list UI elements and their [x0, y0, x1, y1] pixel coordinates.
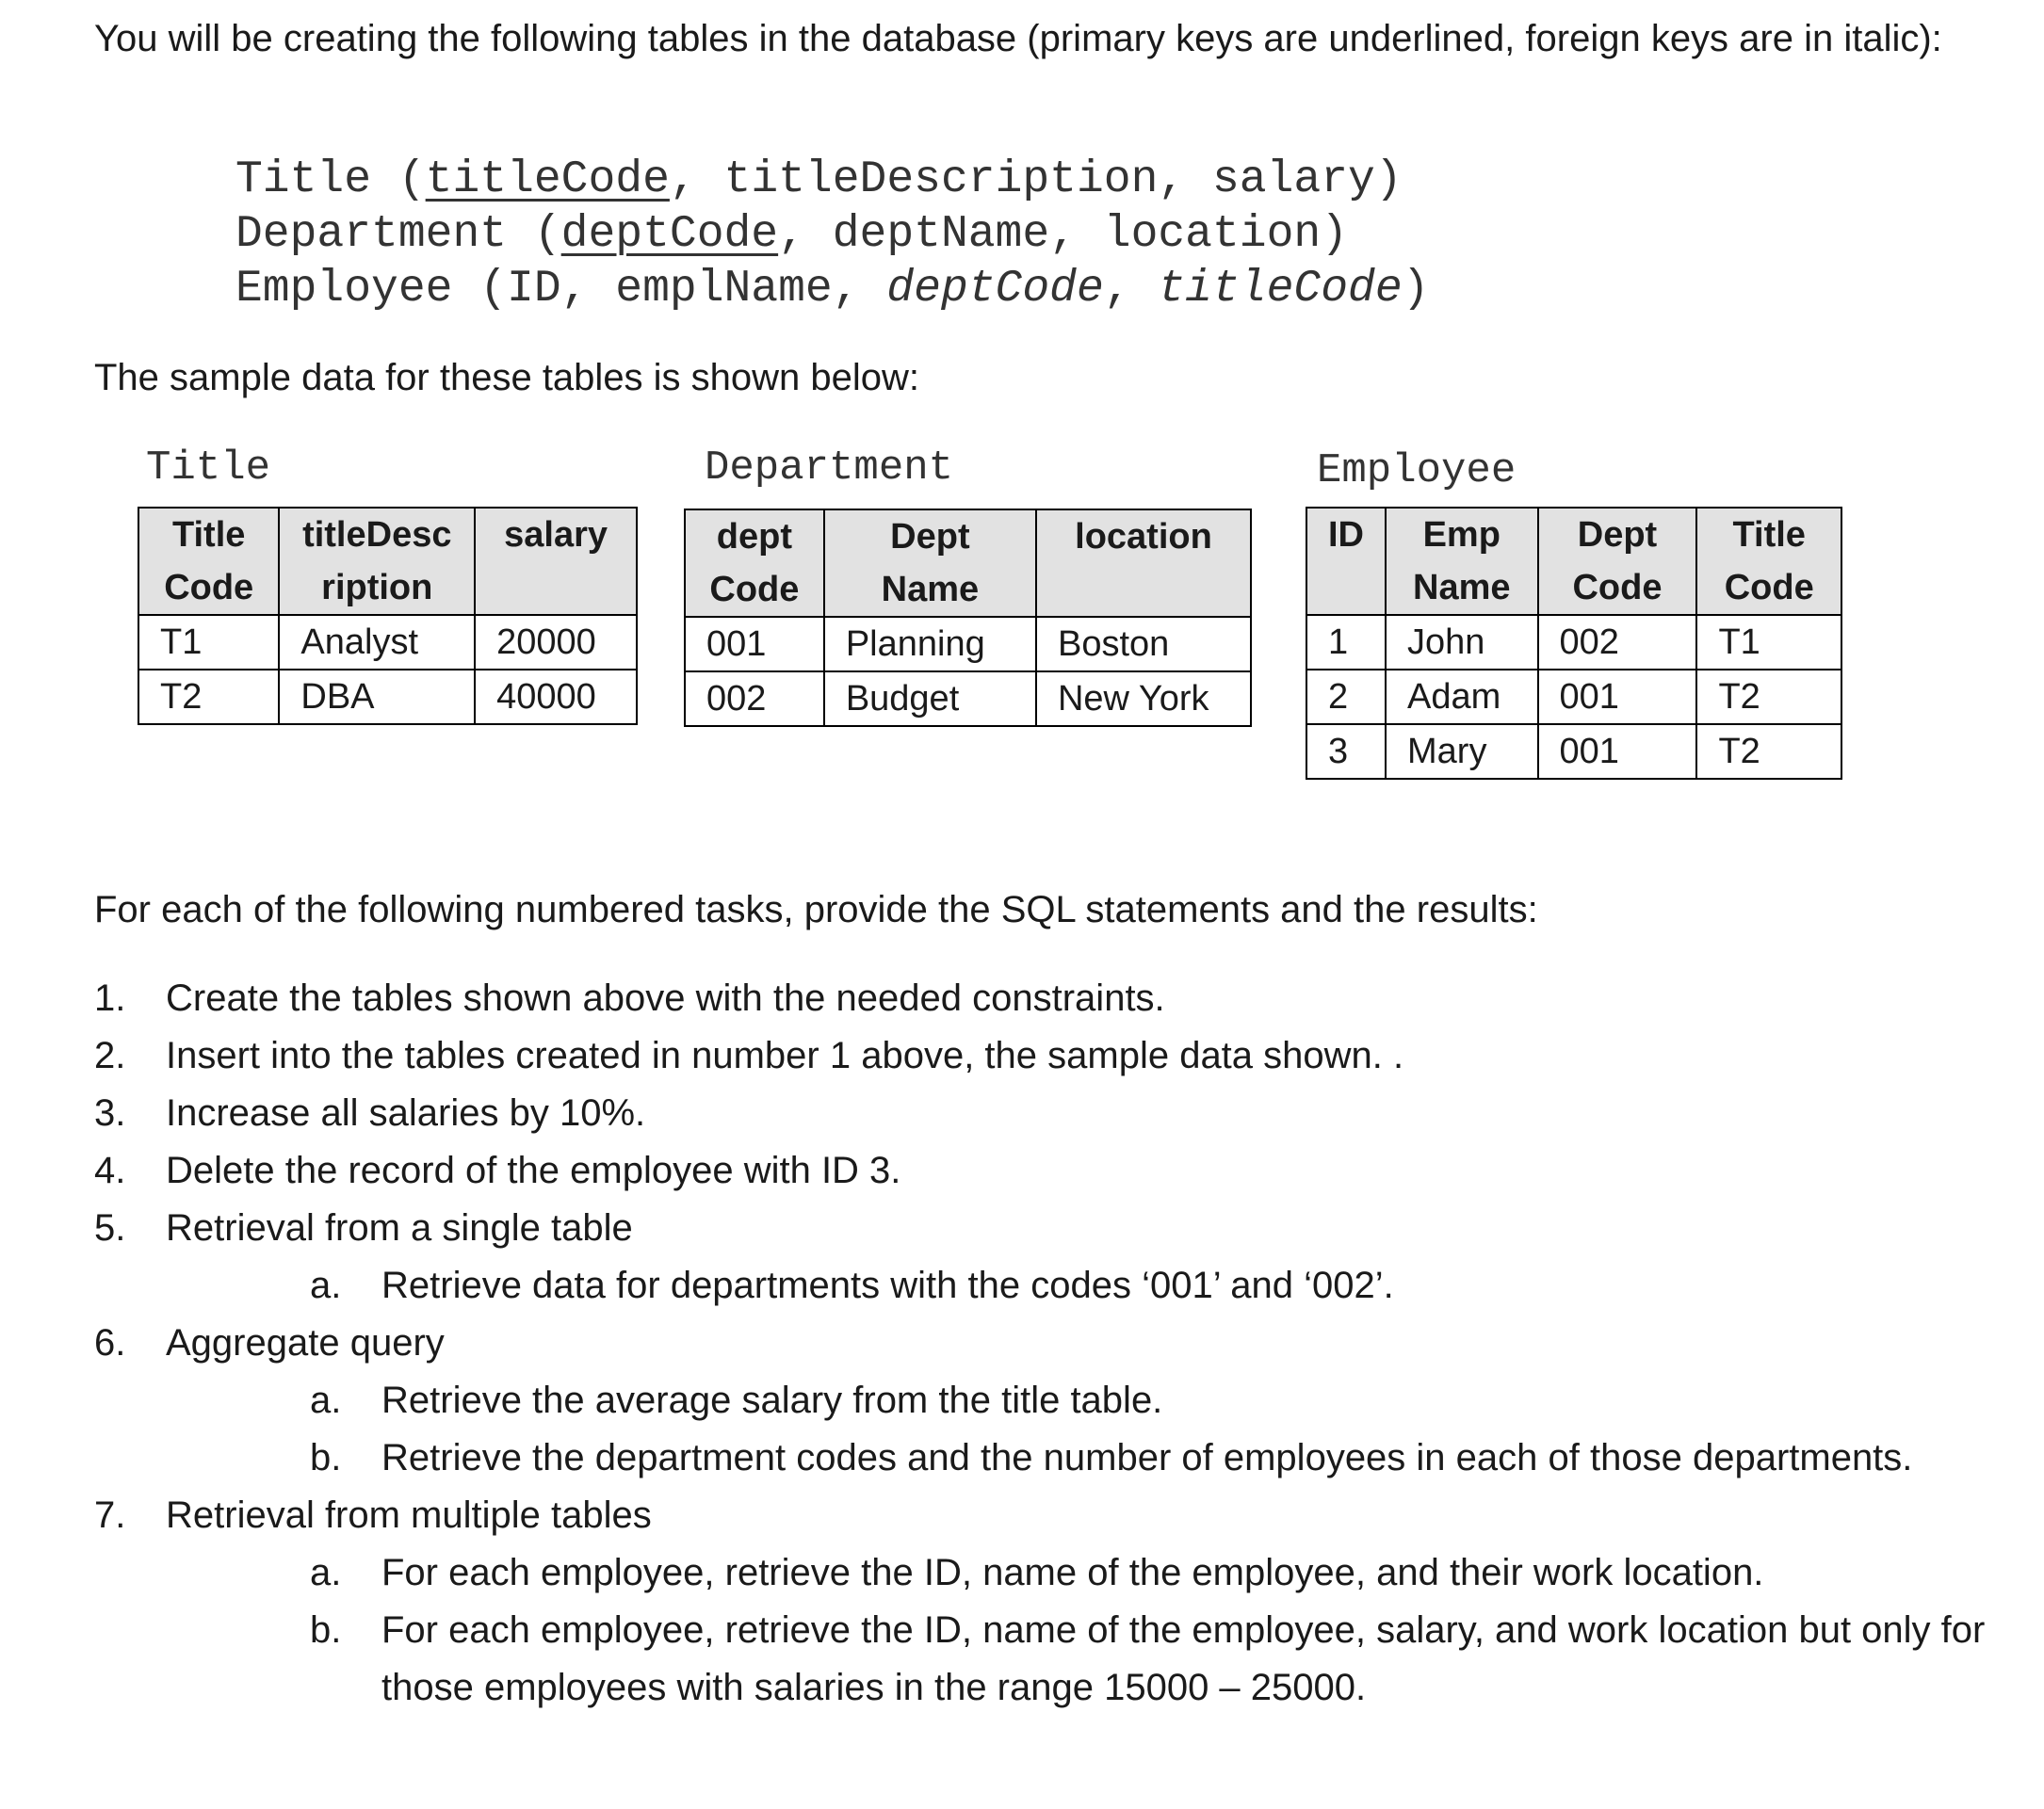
table-row [138, 615, 637, 670]
schema-definitions [235, 153, 1429, 316]
table-cell: John [1386, 615, 1538, 670]
table-cell: 1 [1306, 615, 1386, 670]
column-header [1538, 508, 1697, 615]
schema-separator: , [1103, 264, 1159, 315]
subtask-text: Retrieve the average salary from the title table. [381, 1380, 1163, 1421]
task-text: Delete the record of the employee with ID 3. [166, 1150, 901, 1191]
task-text: Aggregate query [166, 1322, 445, 1364]
subtask-list [166, 1544, 2016, 1717]
header-line: Name [881, 570, 980, 609]
table-cell: New York [1036, 671, 1251, 726]
table-header-row [685, 509, 1251, 617]
task-item [94, 1315, 2016, 1487]
task-number: 7. [94, 1494, 126, 1536]
task-number: 2. [94, 1035, 126, 1076]
task-text: Insert into the tables created in number 1 above, the sample data shown. . [166, 1035, 1404, 1076]
department-sample-table [684, 509, 1252, 727]
schema-foreign-key: titleCode [1158, 264, 1403, 315]
table-header-row [1306, 508, 1841, 615]
sample-data-heading: The sample data for these tables is shown below: [94, 357, 920, 398]
column-header [1386, 508, 1538, 615]
schema-paren: ( [397, 154, 426, 205]
header-line: ription [321, 568, 433, 607]
title-sample-table [138, 507, 638, 725]
subtask-item [310, 1429, 2016, 1487]
schema-primary-key: deptCode [560, 209, 779, 260]
task-text: Increase all salaries by 10%. [166, 1092, 646, 1134]
subtask-letter: b. [310, 1437, 342, 1478]
table-cell: 002 [1538, 615, 1697, 670]
schema-paren: ) [1402, 264, 1430, 315]
header-line [1328, 561, 1364, 614]
table-row [685, 617, 1251, 671]
table-cell: T1 [138, 615, 279, 670]
header-line: Code [709, 570, 800, 609]
table-cell: T2 [1696, 670, 1841, 724]
header-line [496, 561, 615, 614]
column-header [279, 508, 475, 615]
column-header [1036, 509, 1251, 617]
subtask-letter: b. [310, 1609, 342, 1651]
subtask-letter: a. [310, 1265, 342, 1306]
table-cell: 001 [685, 617, 824, 671]
schema-table-name: Department [235, 209, 508, 260]
subtask-list [166, 1257, 2016, 1315]
schema-employee [235, 262, 1429, 316]
schema-primary-key: titleCode [425, 154, 670, 205]
schema-paren: ( [533, 209, 561, 260]
task-number: 4. [94, 1150, 126, 1191]
table-cell: 3 [1306, 724, 1386, 779]
header-line: Dept [890, 517, 970, 557]
table-cell: 40000 [475, 670, 637, 724]
header-line: Title [171, 515, 246, 555]
table-header-row [138, 508, 637, 615]
table-row [138, 670, 637, 724]
table-cell: 001 [1538, 724, 1697, 779]
tasks-heading: For each of the following numbered tasks, provide the SQL statements and the results: [94, 889, 1538, 930]
title-table-caption: Title [146, 444, 271, 492]
subtask-letter: a. [310, 1380, 342, 1421]
column-header [1306, 508, 1386, 615]
task-text: Create the tables shown above with the needed constraints. [166, 977, 1165, 1019]
table-row [685, 671, 1251, 726]
header-line: Name [1413, 568, 1511, 607]
schema-table-name: Employee [235, 264, 453, 315]
table-cell: Analyst [279, 615, 475, 670]
schema-columns: (ID, emplName, [479, 264, 887, 315]
schema-columns: , deptName, location) [778, 209, 1349, 260]
table-cell: 2 [1306, 670, 1386, 724]
table-row [1306, 724, 1841, 779]
schema-department [235, 207, 1429, 262]
header-line: Title [1732, 515, 1806, 555]
header-line: location [1075, 517, 1212, 557]
schema-title [235, 153, 1429, 207]
task-text: Retrieval from multiple tables [166, 1494, 652, 1536]
schema-table-name: Title [235, 154, 372, 205]
table-cell: Mary [1386, 724, 1538, 779]
subtask-item [310, 1257, 2016, 1315]
task-number: 3. [94, 1092, 126, 1134]
table-cell: 001 [1538, 670, 1697, 724]
header-line: salary [504, 515, 608, 555]
column-header [824, 509, 1036, 617]
task-text: Retrieval from a single table [166, 1207, 633, 1249]
subtask-text: Retrieve data for departments with the codes ‘001’ and ‘002’. [381, 1265, 1394, 1306]
table-cell: 002 [685, 671, 824, 726]
subtask-item [310, 1602, 2016, 1717]
subtask-item [310, 1372, 2016, 1429]
table-cell: Planning [824, 617, 1036, 671]
task-item [94, 970, 2016, 1027]
column-header [1696, 508, 1841, 615]
header-line: titleDesc [302, 515, 452, 555]
employee-table-caption: Employee [1317, 447, 1517, 494]
intro-paragraph: You will be creating the following tables in the database (primary keys are underlined, foreign keys are in italic): [94, 18, 1942, 59]
column-header [475, 508, 637, 615]
header-line: Code [1724, 568, 1814, 607]
task-item [94, 1142, 2016, 1200]
column-header [685, 509, 824, 617]
subtask-text: For each employee, retrieve the ID, name of the employee, and their work location. [381, 1552, 1764, 1593]
table-cell: Boston [1036, 617, 1251, 671]
header-line: Code [164, 568, 254, 607]
table-cell: T2 [138, 670, 279, 724]
task-item [94, 1200, 2016, 1315]
task-item [94, 1085, 2016, 1142]
employee-sample-table [1306, 507, 1842, 780]
task-list [94, 970, 2016, 1717]
header-line [1058, 563, 1229, 616]
schema-foreign-key: deptCode [886, 264, 1104, 315]
table-cell: T1 [1696, 615, 1841, 670]
schema-columns: , titleDescription, salary) [669, 154, 1403, 205]
subtask-list [166, 1372, 2016, 1487]
table-cell: T2 [1696, 724, 1841, 779]
header-line: Emp [1422, 515, 1501, 555]
table-cell: 20000 [475, 615, 637, 670]
task-item [94, 1027, 2016, 1085]
header-line: ID [1328, 515, 1364, 555]
department-table-caption: Department [705, 444, 954, 492]
header-line: Dept [1577, 515, 1658, 555]
task-number: 6. [94, 1322, 126, 1364]
header-line: Code [1572, 568, 1663, 607]
subtask-text: Retrieve the department codes and the number of employees in each of those departments. [381, 1437, 1913, 1478]
task-number: 1. [94, 977, 126, 1019]
task-item [94, 1487, 2016, 1717]
table-row [1306, 670, 1841, 724]
subtask-letter: a. [310, 1552, 342, 1593]
table-cell: DBA [279, 670, 475, 724]
task-number: 5. [94, 1207, 126, 1249]
header-line: dept [716, 517, 793, 557]
table-row [1306, 615, 1841, 670]
subtask-item [310, 1544, 2016, 1602]
subtask-text: For each employee, retrieve the ID, name of the employee, salary, and work location but only for those employees with salaries in the range 15000 – 25000. [381, 1609, 1986, 1708]
table-cell: Adam [1386, 670, 1538, 724]
table-cell: Budget [824, 671, 1036, 726]
column-header [138, 508, 279, 615]
